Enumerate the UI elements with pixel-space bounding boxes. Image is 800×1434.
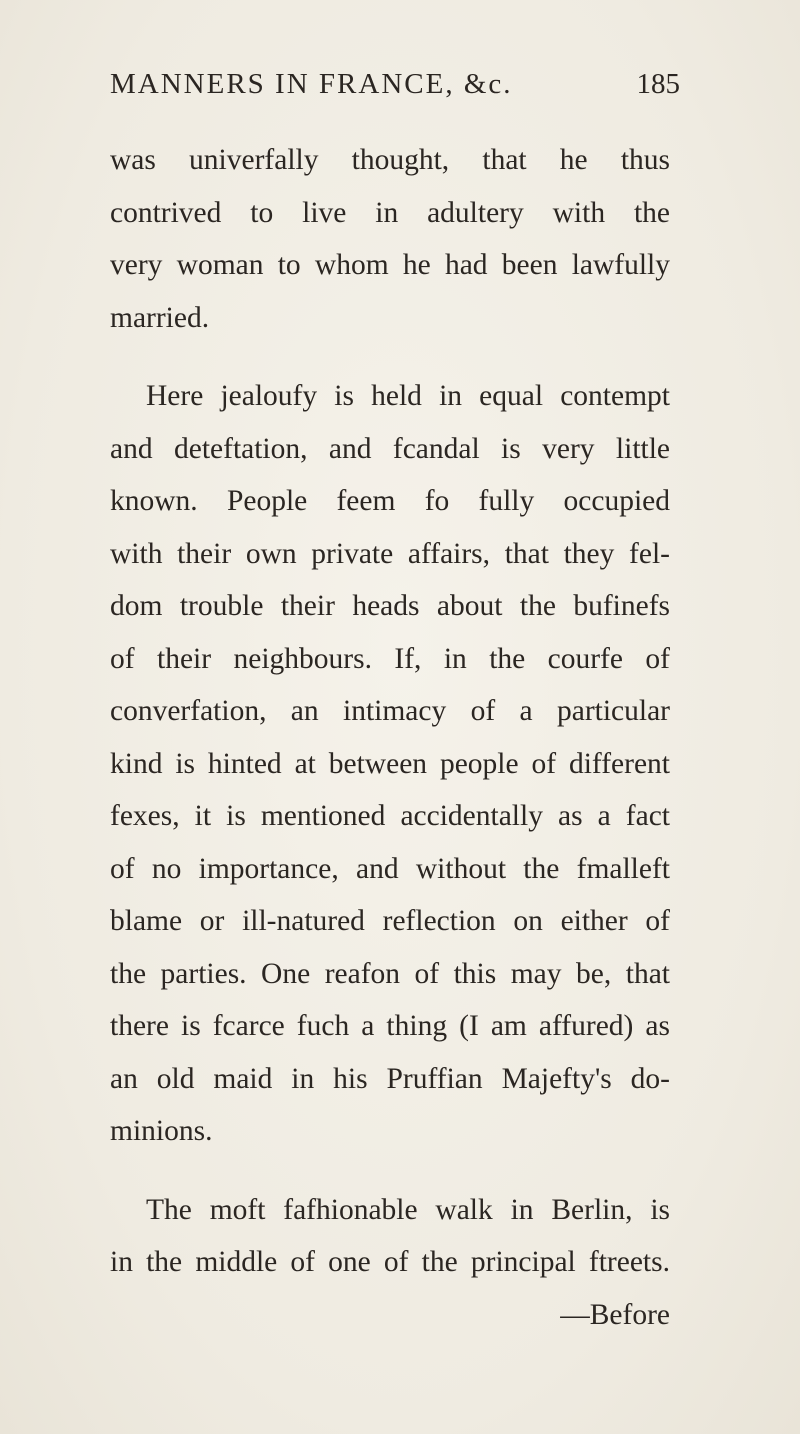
text-line: in the middle of one of the principal ftreets. bbox=[110, 1246, 670, 1278]
page-header bbox=[110, 68, 680, 118]
text-line: of their neighbours. If, in the courfe of bbox=[110, 642, 670, 675]
text-line: there is fcarce fuch a thing (I am affured) as bbox=[110, 1010, 670, 1042]
paragraph-gap bbox=[110, 344, 670, 370]
text-line: converfation, an intimacy of a particular bbox=[110, 695, 670, 727]
running-head: MANNERS IN FRANCE, &c. bbox=[110, 68, 513, 100]
text-line: blame or ill-natured reflection on either of bbox=[110, 905, 670, 937]
paragraph-2 bbox=[110, 370, 670, 1158]
text-line: an old maid in his Pruffian Majefty's do- bbox=[110, 1062, 670, 1095]
text-line: married. bbox=[110, 301, 210, 334]
text-line: known. People feem fo fully occupied bbox=[110, 485, 670, 517]
text-line: dom trouble their heads about the bufinefs bbox=[110, 590, 670, 622]
text-line: minions. bbox=[110, 1115, 213, 1147]
text-line: and deteftation, and fcandal is very little bbox=[110, 432, 670, 465]
text-line: with their own private affairs, that they fel- bbox=[110, 537, 670, 570]
text-line: fexes, it is mentioned accidentally as a fact bbox=[110, 800, 670, 832]
text-line: contrived to live in adultery with the bbox=[110, 196, 670, 229]
paragraph-1 bbox=[110, 134, 670, 344]
paragraph-3 bbox=[110, 1184, 670, 1289]
text-line: Here jealoufy is held in equal contempt bbox=[146, 380, 670, 412]
text-line: kind is hinted at between people of different bbox=[110, 747, 670, 780]
catchword: —Before bbox=[560, 1298, 670, 1331]
text-line: of no importance, and without the fmalleft bbox=[110, 852, 670, 885]
text-line: very woman to whom he had been lawfully bbox=[110, 249, 670, 281]
paragraph-gap bbox=[110, 1158, 670, 1184]
page-number: 185 bbox=[636, 68, 680, 100]
text-line: The moft fafhionable walk in Berlin, is bbox=[146, 1193, 670, 1226]
body-text bbox=[110, 134, 670, 1341]
text-line: was univerfally thought, that he thus bbox=[110, 144, 670, 176]
text-line: the parties. One reafon of this may be, that bbox=[110, 957, 670, 990]
